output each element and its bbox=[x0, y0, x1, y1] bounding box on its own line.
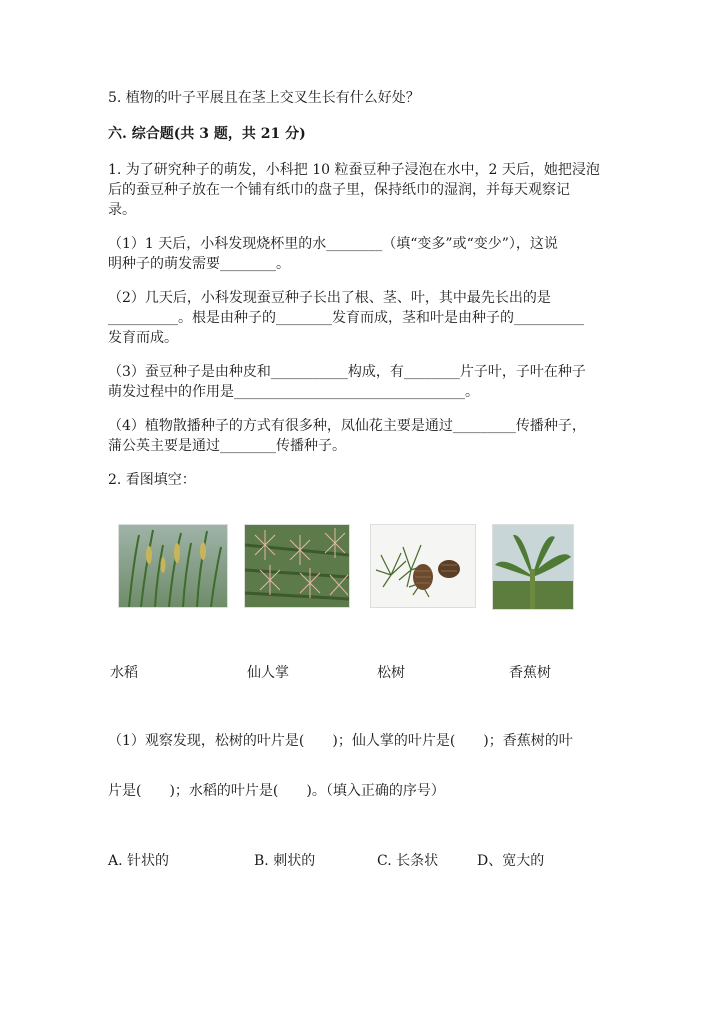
q1-part2-line-3: 发育而成。 bbox=[108, 330, 178, 346]
option-b: B. 刺状的 bbox=[254, 853, 316, 869]
q2-sub1-line-1: （1）观察发现，松树的叶片是( )；仙人掌的叶片是( )；香蕉树的叶 bbox=[108, 733, 573, 749]
banana-tree-label: 香蕉树 bbox=[509, 665, 551, 681]
question-5: 5. 植物的叶子平展且在茎上交叉生长有什么好处？ bbox=[108, 90, 420, 106]
pine-photo bbox=[370, 524, 476, 608]
q1-intro-line-1: 1. 为了研究种子的萌发，小科把 10 粒蚕豆种子浸泡在水中，2 天后，她把浸泡 bbox=[108, 162, 600, 178]
q1-part2-line-1: （2）几天后，小科发现蚕豆种子长出了根、茎、叶，其中最先长出的是 bbox=[108, 290, 551, 306]
cactus-label: 仙人掌 bbox=[247, 665, 289, 681]
rice-photo bbox=[118, 524, 228, 608]
q1-part4-line-2: 蒲公英主要是通过________传播种子。 bbox=[108, 438, 346, 454]
q1-part1-line-2: 明种子的萌发需要________。 bbox=[108, 256, 290, 272]
option-a: A. 针状的 bbox=[108, 853, 170, 869]
q1-part1-line-1: （1）1 天后，小科发现烧杯里的水________（填“变多”或“变少”），这说 bbox=[108, 236, 558, 252]
q1-part4-line-1: （4）植物散播种子的方式有很多种，凤仙花主要是通过_________传播种子， bbox=[108, 418, 586, 434]
cactus-photo bbox=[244, 524, 350, 608]
q1-part3-line-1: （3）蚕豆种子是由种皮和___________构成，有________片子叶，子叶在种子 bbox=[108, 364, 586, 380]
section-title: 六. 综合题(共 3 题，共 21 分) bbox=[108, 126, 306, 142]
banana-tree-photo bbox=[492, 524, 574, 610]
q1-part2-line-2: __________。根是由种子的________发育而成，茎和叶是由种子的__________ bbox=[108, 310, 584, 326]
rice-label: 水稻 bbox=[110, 665, 138, 681]
pine-label: 松树 bbox=[377, 665, 405, 681]
question-2-title: 2. 看图填空： bbox=[108, 472, 196, 488]
q1-intro-line-3: 录。 bbox=[108, 202, 136, 218]
q1-part3-line-2: 萌发过程中的作用是_________________________________。 bbox=[108, 384, 479, 400]
option-d: D、宽大的 bbox=[477, 853, 545, 869]
q1-intro-line-2: 后的蚕豆种子放在一个铺有纸巾的盘子里，保持纸巾的湿润，并每天观察记 bbox=[108, 182, 570, 198]
q2-sub1-line-2: 片是( )；水稻的叶片是( )。（填入正确的序号） bbox=[108, 783, 445, 799]
option-c: C. 长条状 bbox=[377, 853, 439, 869]
